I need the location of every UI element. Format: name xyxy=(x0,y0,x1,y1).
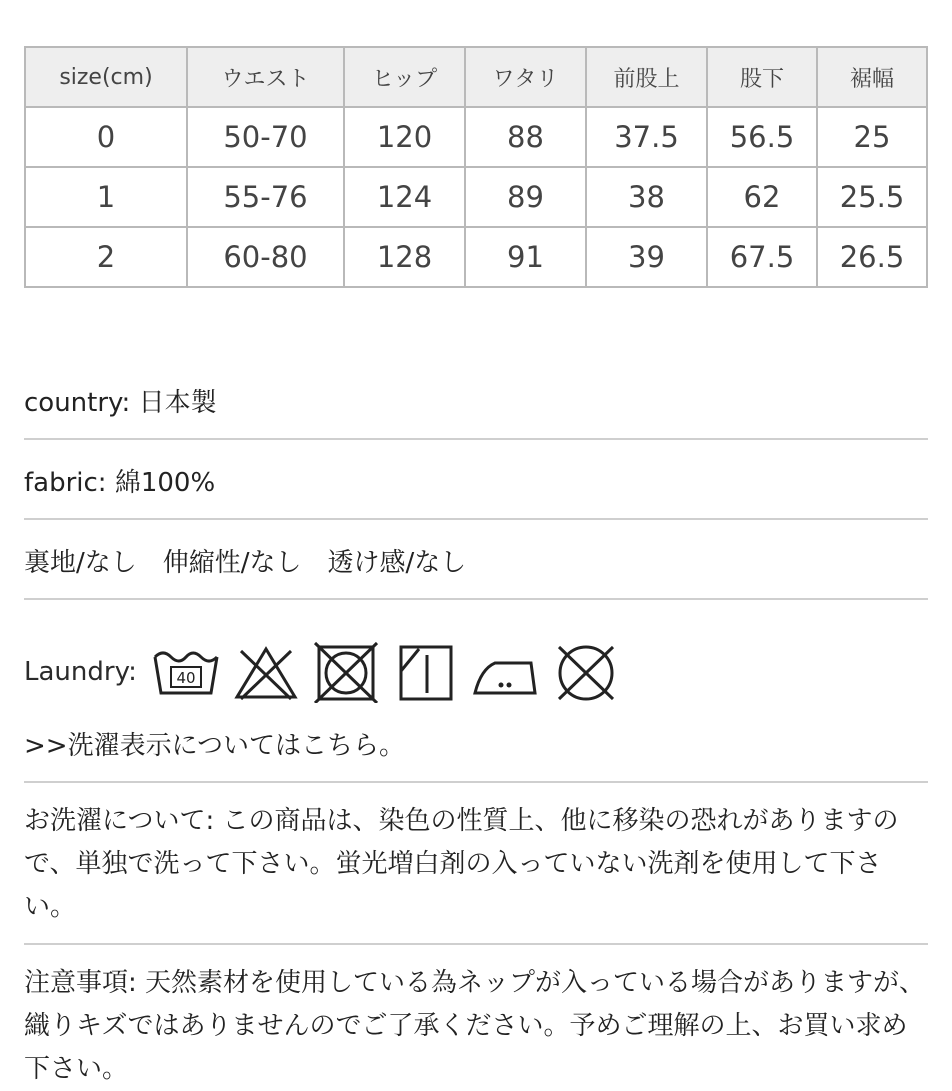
table-row xyxy=(25,167,927,227)
divider xyxy=(24,518,928,520)
size-table-header-row xyxy=(25,47,927,107)
table-cell: 62 xyxy=(707,167,817,227)
table-cell: 56.5 xyxy=(707,107,817,167)
table-cell: 25.5 xyxy=(817,167,927,227)
table-cell: 88 xyxy=(465,107,586,167)
table-cell: 26.5 xyxy=(817,227,927,287)
wash-40-tub-icon xyxy=(151,641,221,703)
table-cell: 0 xyxy=(25,107,187,167)
fabric-text: fabric: 綿100% xyxy=(24,468,216,498)
laundry-label: Laundry: xyxy=(24,657,137,687)
no-tumble-dry-icon xyxy=(311,641,381,703)
table-cell: 39 xyxy=(586,227,707,287)
table-cell: 37.5 xyxy=(586,107,707,167)
country-text: country: 日本製 xyxy=(24,388,217,418)
no-bleach-icon xyxy=(231,641,301,703)
table-row xyxy=(25,107,927,167)
table-cell: 67.5 xyxy=(707,227,817,287)
divider xyxy=(24,781,928,783)
table-cell: 2 xyxy=(25,227,187,287)
caution-note: 注意事項: 天然素材を使用している為ネップが入っている場合がありますが、織りキズではありませんのでご了承ください。予めご理解の上、お買い求め下さい。 xyxy=(24,968,926,1084)
properties-text: 裏地/なし 伸縮性/なし 透け感/なし xyxy=(24,548,467,578)
header-inseam: 股下 xyxy=(707,47,817,107)
divider xyxy=(24,598,928,600)
table-cell: 50-70 xyxy=(187,107,344,167)
size-table xyxy=(24,46,928,288)
table-cell: 1 xyxy=(25,167,187,227)
table-cell: 38 xyxy=(586,167,707,227)
table-cell: 91 xyxy=(465,227,586,287)
table-cell: 128 xyxy=(344,227,465,287)
header-hem-width: 裾幅 xyxy=(817,47,927,107)
laundry-info-link[interactable]: >>洗濯表示についてはこちら。 xyxy=(24,731,406,761)
no-dry-clean-icon xyxy=(551,641,621,703)
header-size: size(cm) xyxy=(25,47,187,107)
header-thigh: ワタリ xyxy=(465,47,586,107)
laundry-row xyxy=(24,640,631,704)
drip-dry-icon xyxy=(391,641,461,703)
header-front-rise: 前股上 xyxy=(586,47,707,107)
wash-temp-text: 40 xyxy=(176,669,196,687)
table-row xyxy=(25,227,927,287)
iron-low-icon xyxy=(471,641,541,703)
header-waist: ウエスト xyxy=(187,47,344,107)
table-cell: 55-76 xyxy=(187,167,344,227)
table-cell: 60-80 xyxy=(187,227,344,287)
table-cell: 124 xyxy=(344,167,465,227)
table-cell: 89 xyxy=(465,167,586,227)
table-cell: 120 xyxy=(344,107,465,167)
divider xyxy=(24,943,928,945)
header-hip: ヒップ xyxy=(344,47,465,107)
washing-note: お洗濯について: この商品は、染色の性質上、他に移染の恐れがありますので、単独で洗って下さい。蛍光増白剤の入っていない洗剤を使用して下さい。 xyxy=(24,806,899,922)
divider xyxy=(24,438,928,440)
table-cell: 25 xyxy=(817,107,927,167)
